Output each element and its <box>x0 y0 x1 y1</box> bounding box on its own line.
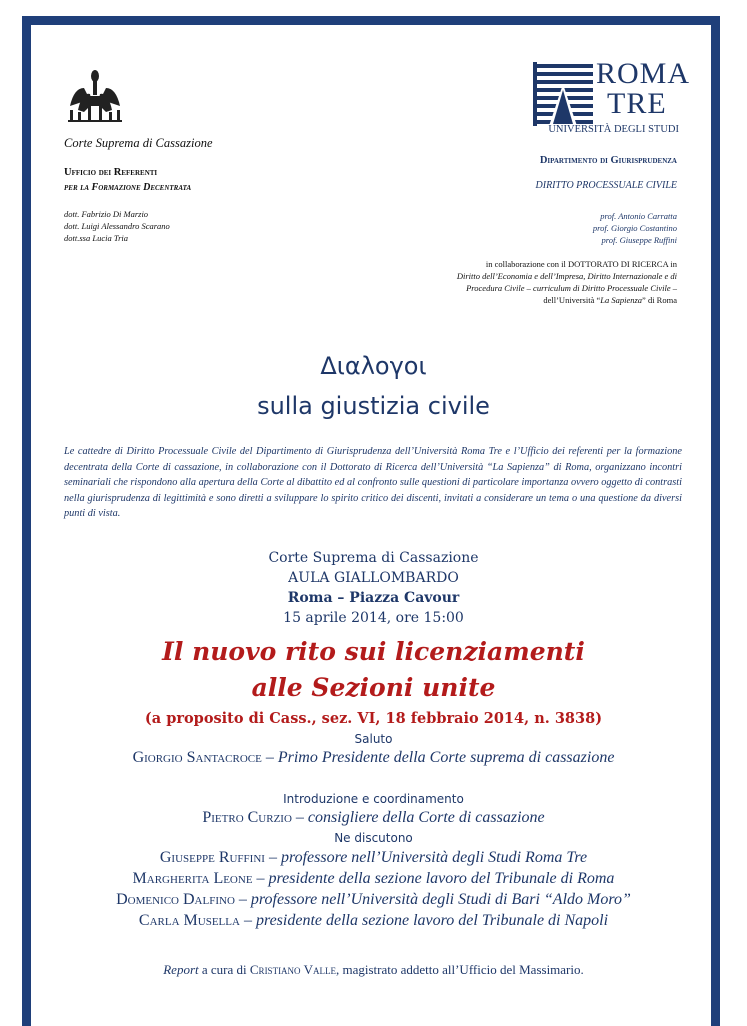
saluto-label: Saluto <box>354 732 393 746</box>
speaker <box>0 849 747 867</box>
office-title: Ufficio dei Referenti <box>64 167 158 178</box>
separator: – <box>264 849 281 866</box>
court-name: Corte Suprema di Cassazione <box>64 136 213 150</box>
report-text: a cura di <box>198 962 250 977</box>
venue-address: Roma – Piazza Cavour <box>287 590 460 606</box>
venue-court: Corte Suprema di Cassazione <box>268 550 479 566</box>
collab-text: ” di Roma <box>642 295 677 305</box>
person-role: consigliere della Corte di cassazione <box>307 809 545 826</box>
roma-tre-emblem-icon <box>533 62 593 130</box>
separator: – <box>261 749 278 766</box>
separator: – <box>252 870 269 887</box>
person-name: Domenico Dalfino <box>116 891 235 908</box>
report-word: Report <box>163 962 199 977</box>
report-author: Cristiano Valle <box>249 962 336 977</box>
collab-line: Procedura Civile – curriculum di Diritto Processuale Civile – <box>466 283 677 293</box>
report-text: , magistrato addetto all’Ufficio del Massimario. <box>335 962 584 977</box>
collab-text: dell’Università “ <box>543 295 601 305</box>
separator: – <box>239 912 256 929</box>
intro-paragraph: Le cattedre di Diritto Processuale Civile del Dipartimento di Giurisprudenza dell’Università Roma Tre e l’Ufficio dei referenti per la formazione decentrata della Corte di cassazione, in collaborazione con il Dottorato di Ricerca dell’Università “La Sapienza” di Roma, organizzano incontri seminariali che rispondono alla apertura della Corte al dibattito ed al confronto sulle questioni di particolare importanza ovvero oggetto di contrasti nella giurisprudenza di legittimità e sono diretti a sviluppare lo spirito critico dei discenti, invitati a considerare un tema o una questione da diversi punti di vista. <box>64 446 682 519</box>
speaker <box>0 870 747 888</box>
person-role: professore nell’Università degli Studi Roma Tre <box>280 849 588 866</box>
separator: – <box>291 809 308 826</box>
collaboration-note <box>377 258 677 306</box>
roma-tre-logo <box>533 57 691 138</box>
person-name: Carla Musella <box>138 912 240 929</box>
separator: – <box>234 891 251 908</box>
professor: prof. Giorgio Costantino <box>592 223 677 233</box>
professor: prof. Giuseppe Ruffini <box>601 235 677 245</box>
saluto-person <box>0 749 747 767</box>
event-subtitle: (a proposito di Cass., sez. VI, 18 febbraio 2014, n. 3838) <box>144 710 603 727</box>
coordinator-person <box>0 809 747 827</box>
person-role: professore nell’Università degli Studi di Bari “Aldo Moro” <box>250 891 631 908</box>
person-name: Pietro Curzio <box>202 809 292 826</box>
person-name: Giorgio Santacroce <box>132 749 262 766</box>
collab-line: in collaborazione con il DOTTORATO DI RICERCA in <box>485 259 677 269</box>
professor: prof. Antonio Carratta <box>600 211 677 221</box>
series-title-greek: Διαλογοι <box>320 352 427 380</box>
logo-word-roma: ROMA <box>596 57 691 90</box>
department-name: Dipartimento di Giurisprudenza <box>539 155 677 166</box>
person-role: presidente della sezione lavoro del Tribunale di Roma <box>268 870 615 887</box>
professors-list <box>593 210 677 246</box>
report-credit <box>0 962 747 978</box>
quadriga-emblem-icon <box>64 66 126 124</box>
person-name: Giuseppe Ruffini <box>159 849 265 866</box>
intro-label: Introduzione e coordinamento <box>283 792 464 806</box>
person-name: Margherita Leone <box>132 870 253 887</box>
office-subtitle: per la Formazione Decentrata <box>64 182 192 193</box>
collab-line: Diritto dell’Economia e dell’Impresa, Diritto Internazionale e di <box>456 271 677 281</box>
logo-word-tre: TRE <box>607 87 667 120</box>
series-title-subtitle: sulla giustizia civile <box>257 392 490 420</box>
referent: dott. Fabrizio Di Marzio <box>64 209 149 219</box>
event-title-line1: Il nuovo rito sui licenziamenti <box>162 637 585 666</box>
person-role: Primo Presidente della Corte suprema di cassazione <box>277 749 615 766</box>
referents-list <box>64 208 170 244</box>
discuss-label: Ne discutono <box>334 831 413 845</box>
referent: dott.ssa Lucia Tria <box>64 233 129 243</box>
speaker <box>0 891 747 909</box>
event-title-line2: alle Sezioni unite <box>251 673 496 702</box>
collab-line <box>377 294 677 306</box>
logo-subtitle: UNIVERSITÀ DEGLI STUDI <box>548 124 679 135</box>
referent: dott. Luigi Alessandro Scarano <box>64 221 170 231</box>
venue-room: AULA GIALLOMBARDO <box>288 570 459 586</box>
course-name: DIRITTO PROCESSUALE CIVILE <box>535 180 677 191</box>
speaker <box>0 912 747 930</box>
venue-date: 15 aprile 2014, ore 15:00 <box>283 610 464 626</box>
person-role: presidente della sezione lavoro del Tribunale di Napoli <box>255 912 609 929</box>
collab-text: La Sapienza <box>600 295 643 305</box>
